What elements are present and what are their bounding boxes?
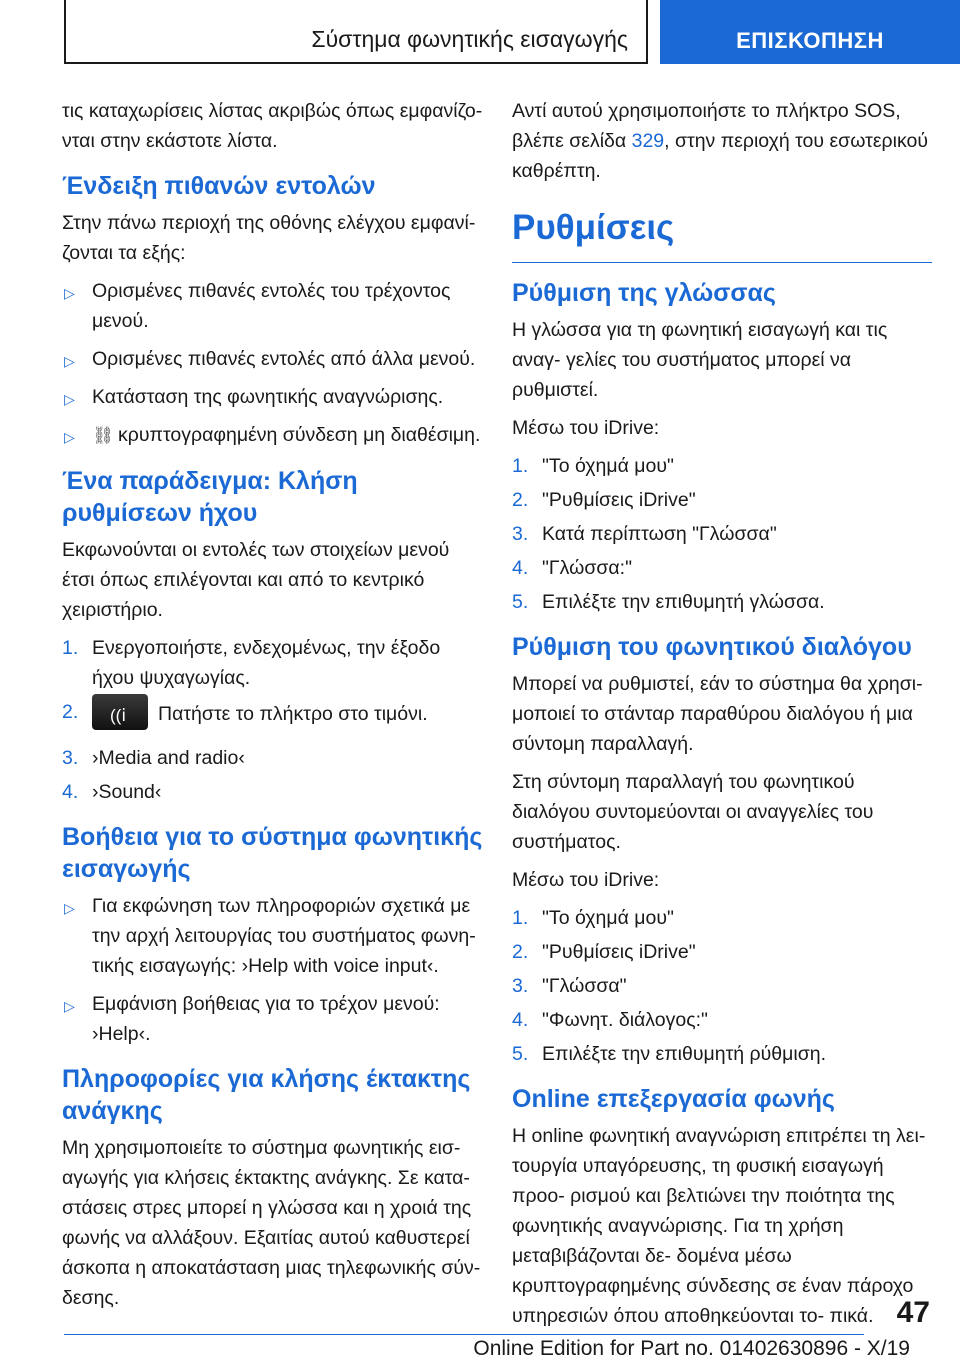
list-item: ▷ Εμφάνιση βοήθειας για το τρέχον μενού: ›Help‹. — [64, 993, 440, 1045]
list-item: 3. ›Media and radio‹ — [62, 747, 245, 769]
language-steps-list — [512, 451, 932, 617]
emergency-paragraph: Μη χρησιμοποιείτε το σύστημα φωνητικής εισ‐ αγωγής για κλήσεις έκτακτης ανάγκης. Σε κατα‐ στάσεις στρες μπορεί η γλώσσα και η χροιά της φωνής να αλλάξουν. Εξαιτίας αυτού καθυστερεί άσκοπα η αποκατάσταση μιας τηλεφωνικής σύν‐ δεσης. — [62, 1137, 481, 1309]
list-item: 1. Ενεργοποιήστε, ενδεχομένως, την έξοδο ήχου ψυχαγωγίας. — [62, 637, 441, 689]
list-item: 3. Κατά περίπτωση "Γλώσσα" — [512, 523, 777, 545]
help-list — [62, 891, 484, 1049]
list-item: ▷ Για εκφώνηση των πληροφοριών σχετικά με την αρχή λειτουργίας του συστήματος φωνη‐ τικής εισαγωγής: ›Help with voice input‹. — [64, 895, 476, 977]
triangle-bullet-icon: ▷ — [64, 353, 75, 369]
intro-paragraph: τις καταχωρίσεις λίστας ακριβώς όπως εμφανίζο‐ νται στην εκάστοτε λίστα. — [62, 100, 483, 152]
heading-dialog: Ρύθμιση του φωνητικού διαλόγου — [512, 633, 912, 661]
heading-online: Online επεξεργασία φωνής — [512, 1085, 835, 1113]
tab-overview[interactable]: ΕΠΙΣΚΟΠΗΣΗ — [660, 0, 960, 64]
edition-footer: Online Edition for Part no. 01402630896 - X/19 — [473, 1337, 910, 1360]
section-title: Σύστημα φωνητικής εισαγωγής — [311, 26, 628, 52]
list-item: 1. "Το όχημά μου" — [512, 455, 674, 477]
list-item: ▷ Ορισμένες πιθανές εντολές του τρέχοντος μενού. — [64, 280, 451, 332]
triangle-bullet-icon: ▷ — [64, 429, 75, 445]
encryption-unavailable-icon: ⛓ — [92, 426, 114, 445]
list-item: 1. "Το όχημά μου" — [512, 907, 674, 929]
heading-help: Βοήθεια για το σύστημα φωνητικής εισαγωγής — [62, 823, 483, 883]
list-item: 4. "Γλώσσα:" — [512, 557, 633, 579]
heading-possible-commands: Ένδειξη πιθανών εντολών — [62, 172, 376, 200]
list-item: 4. ›Sound‹ — [62, 781, 162, 803]
heading-emergency: Πληροφορίες για κλήσης έκτακτης ανάγκης — [62, 1065, 471, 1125]
heading-language: Ρύθμιση της γλώσσας — [512, 279, 776, 307]
voice-button-icon: ((ⅰ — [92, 694, 148, 730]
list-item: ▷ Κατάσταση της φωνητικής αναγνώρισης. — [62, 382, 484, 412]
heading-settings: Ρυθμίσεις — [512, 206, 932, 263]
list-item: 5. Επιλέξτε την επιθυμητή ρύθμιση. — [512, 1043, 826, 1065]
via-idrive-label: Μέσω του iDrive: — [512, 417, 660, 439]
via-idrive-label: Μέσω του iDrive: — [512, 869, 660, 891]
page-header — [64, 0, 960, 64]
dialog-steps-list — [512, 903, 932, 1069]
example-paragraph: Εκφωνούνται οι εντολές των στοιχείων μενού έτσι όπως επιλέγονται και από το κεντρικό χειριστήριο. — [62, 539, 450, 621]
possible-commands-list — [62, 276, 484, 451]
header-frame — [64, 0, 648, 64]
right-column — [512, 96, 932, 1339]
list-item: 2. "Ρυθμίσεις iDrive" — [512, 941, 696, 963]
list-item: ▷ ⛓ κρυπτογραφημένη σύνδεση μη διαθέσιμη. — [62, 420, 484, 451]
list-item: 3. "Γλώσσα" — [512, 975, 627, 997]
page-number: 47 — [896, 1296, 930, 1329]
list-item: 4. "Φωνητ. διάλογος:" — [512, 1009, 708, 1031]
left-column — [62, 96, 484, 1321]
triangle-bullet-icon: ▷ — [64, 998, 75, 1014]
dialog-paragraph-2: Στη σύντομη παραλλαγή του φωνητικού διαλόγου συντομεύονται οι αναγγελίες του συστήματος. — [512, 771, 874, 853]
list-item: ▷ Ορισμένες πιθανές εντολές από άλλα μενού. — [62, 344, 484, 374]
page-link[interactable]: 329 — [631, 130, 665, 152]
heading-example: Ένα παράδειγμα: Κλήση ρυθμίσεων ήχου — [62, 467, 358, 527]
list-item: 2. "Ρυθμίσεις iDrive" — [512, 489, 696, 511]
sos-paragraph: Αντί αυτού χρησιμοποιήστε το πλήκτρο SOS, βλέπε σελίδα 329, στην περιοχή του εσωτερικού καθρέπτη. — [512, 100, 928, 182]
list-item: 2. ((ⅰ Πατήστε το πλήκτρο στο τιμόνι. — [62, 697, 484, 733]
footer-divider — [64, 1334, 864, 1335]
dialog-paragraph-1: Μπορεί να ρυθμιστεί, εάν το σύστημα θα χρησι‐ μοποιεί το στάνταρ παραθύρου διαλόγου ή μια σύντομη παραλλαγή. — [512, 673, 923, 755]
triangle-bullet-icon: ▷ — [64, 900, 75, 916]
language-paragraph: Η γλώσσα για τη φωνητική εισαγωγή και τις αναγ‐ γελίες του συστήματος μπορεί να ρυθμιστεί. — [512, 319, 888, 401]
triangle-bullet-icon: ▷ — [64, 391, 75, 407]
example-steps-list — [62, 633, 484, 807]
possible-commands-paragraph: Στην πάνω περιοχή της οθόνης ελέγχου εμφανί‐ ζονται τα εξής: — [62, 212, 476, 264]
triangle-bullet-icon: ▷ — [64, 285, 75, 301]
online-paragraph: Η online φωνητική αναγνώριση επιτρέπει τη λει‐ τουργία υπαγόρευσης, τη φυσική εισαγωγή προο‐ ρισμού και βελτιώνει την ποιότητα της φωνητικής αναγνώρισης. Για τη χρήση μεταβιβάζονται δε‐ δομένα μέσω κρυπτογραφημένης σύνδεσης σε έναν πάροχο υπηρεσιών όπου αποθηκεύονται το‐ πικά. — [512, 1125, 926, 1327]
list-item: 5. Επιλέξτε την επιθυμητή γλώσσα. — [512, 591, 825, 613]
